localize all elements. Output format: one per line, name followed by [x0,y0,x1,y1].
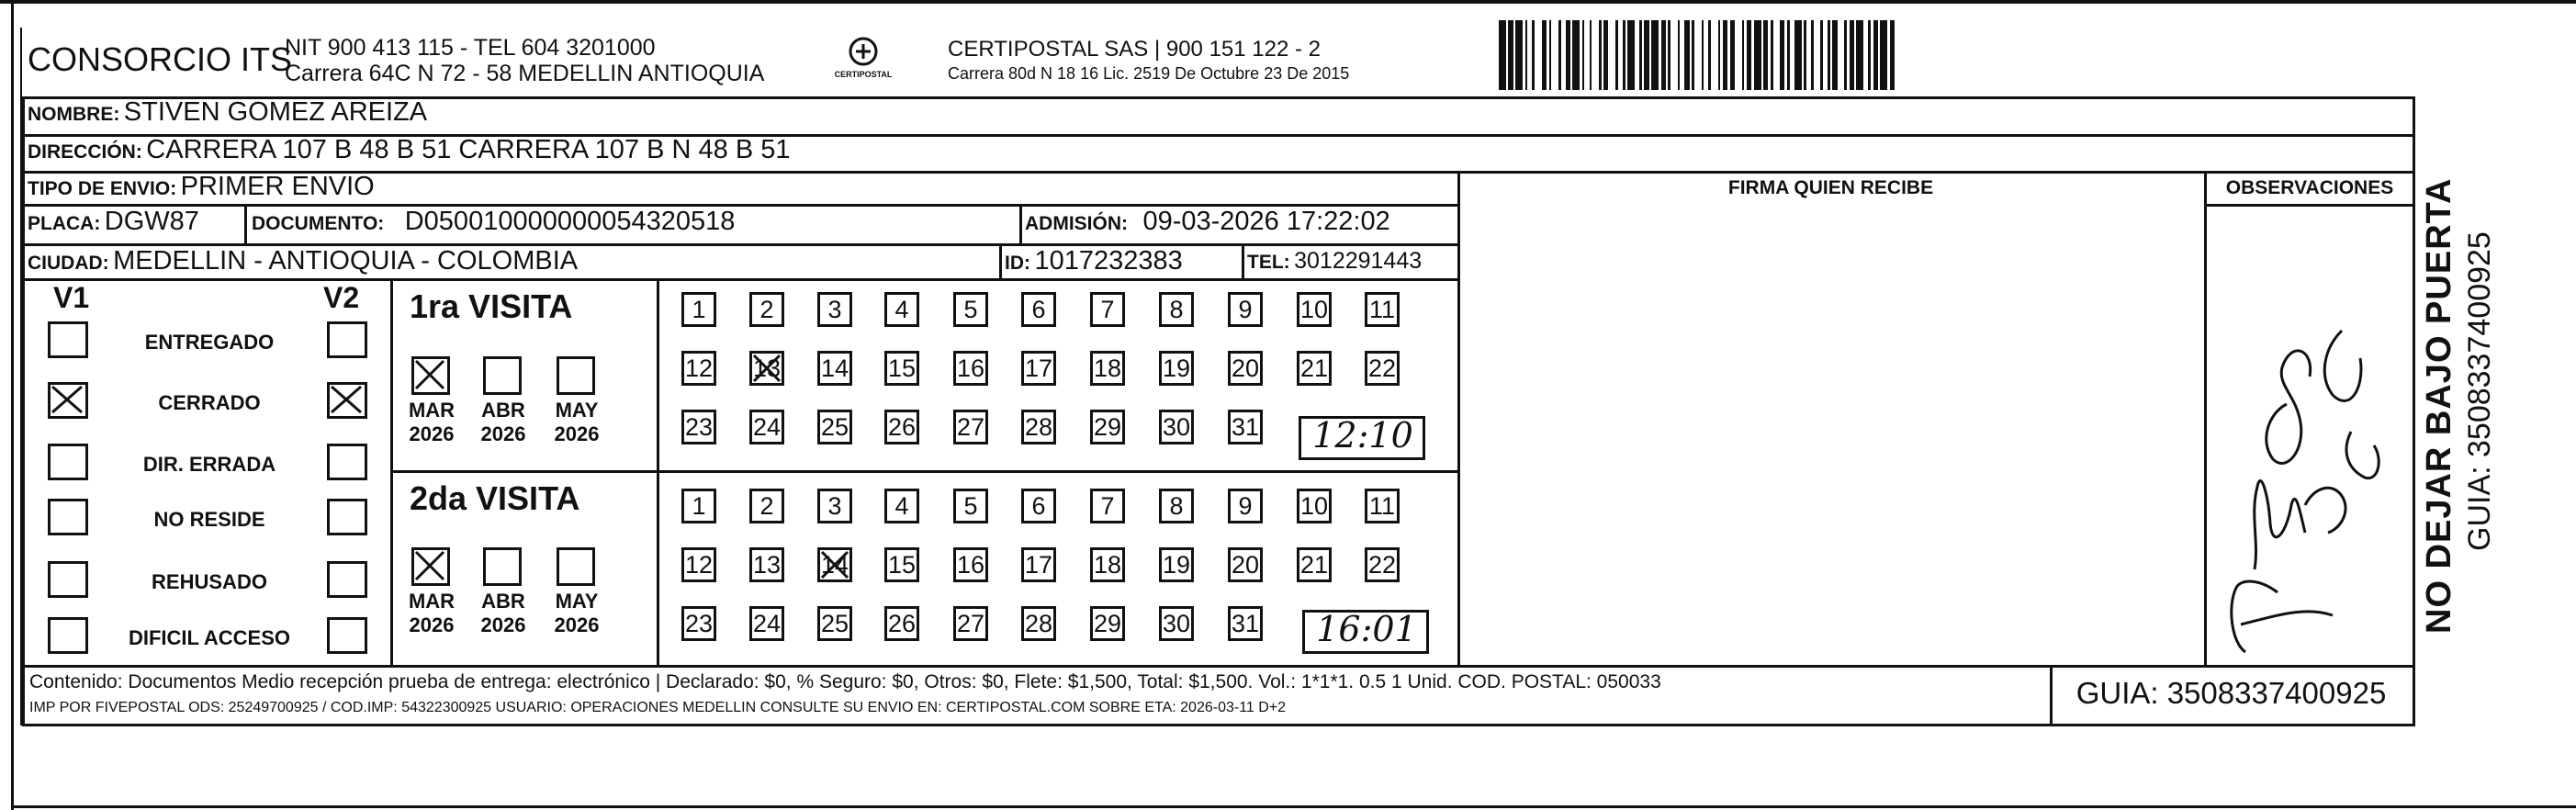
barcode-bar [1572,20,1580,90]
barcode-bar [1694,20,1702,90]
barcode-bar [1592,20,1599,90]
placa-value: DGW87 [104,207,199,236]
day-checkbox[interactable]: 24 [749,410,784,444]
direccion-value: CARRERA 107 B 48 B 51 CARRERA 107 B N 48 B 51 [146,135,791,164]
month-checkbox[interactable] [557,547,595,586]
v2-checkbox[interactable] [327,321,367,358]
day-checkbox[interactable]: 8 [1159,489,1194,523]
documento-cell [252,207,735,237]
month-checkbox[interactable] [411,356,450,395]
day-checkbox[interactable]: 24 [749,606,784,641]
firma-left [1457,171,1460,667]
day-checkbox[interactable]: 5 [953,489,988,523]
day-checkbox[interactable]: 31 [1228,606,1263,641]
day-checkbox[interactable]: 17 [1021,351,1056,386]
day-checkbox[interactable]: 2 [749,489,784,523]
v1-checkbox[interactable] [48,382,88,419]
barcode-bar [1515,20,1523,90]
admision-value: 09-03-2026 17:22:02 [1142,207,1390,236]
v2-checkbox[interactable] [327,617,367,654]
barcode-bar [1651,20,1659,90]
day-checkbox[interactable]: 7 [1090,489,1125,523]
day-checkbox[interactable]: 11 [1365,292,1400,327]
v2-checkbox[interactable] [327,444,367,480]
documento-value: D050010000000054320518 [404,207,736,236]
barcode-bar [1711,20,1718,90]
barcode [1499,20,2224,90]
day-checkbox[interactable]: 16 [953,547,988,582]
day-checkbox[interactable]: 30 [1159,606,1194,641]
day-checkbox[interactable]: 22 [1365,351,1400,386]
day-checkbox[interactable]: 18 [1090,547,1125,582]
cross-mark-icon [820,550,851,581]
status-label: DIR. ERRADA [142,453,276,476]
table-bottom [22,724,2415,726]
tipo-value: PRIMER ENVIO [180,172,375,201]
day-checkbox[interactable]: 19 [1159,547,1194,582]
direccion-label: DIRECCIÓN: [28,141,142,163]
placa-label: PLACA: [28,213,101,234]
side-guia: GUIA: 3508337400925 [2462,231,2497,551]
first-visit-title: 1ra VISITA [410,287,573,325]
tipo-label: TIPO DE ENVIO: [28,178,177,199]
second-visit-title: 2da VISITA [410,479,580,517]
day-checkbox[interactable]: 23 [681,606,716,641]
footer-line1: Contenido: Documentos Medio recepción prueba de entrega: electrónico | Declarado: $0, % Seguro: $0, Otros: $0, Flete: $1,500, Total: $1,500. Vol.: 1*1*1. 0.5 1 Unid. COD. POSTAL: 050033 [29,671,1661,692]
certipostal-line2: Carrera 80d N 18 16 Lic. 2519 De Octubre 23 De 2015 [948,64,1350,83]
id-value: 1017232383 [1034,246,1183,276]
day-checkbox[interactable]: 17 [1021,547,1056,582]
month-label: ABR [481,399,525,422]
firma-label: FIRMA QUIEN RECIBE [1727,177,1934,198]
day-checkbox[interactable]: 29 [1090,410,1125,444]
barcode-bar [1856,20,1863,90]
day-checkbox[interactable]: 31 [1228,410,1263,444]
v1-checkbox[interactable] [48,321,88,358]
barcode-bar [1608,20,1615,90]
year-label: 2026 [480,422,526,445]
row2-bottom [22,171,2415,174]
first-visit-time: 12:10 [1312,415,1413,456]
day-checkbox[interactable]: 1 [681,489,716,523]
company-nit-tel: NIT 900 413 115 - TEL 604 3201000 [285,35,656,61]
day-checkbox[interactable]: 25 [817,606,852,641]
day-checkbox[interactable]: 9 [1228,292,1263,327]
day-checkbox[interactable]: 6 [1021,489,1056,523]
tipo-row [28,172,375,202]
day-checkbox[interactable]: 2 [749,292,784,327]
tel-divider [1242,243,1244,278]
month-label: MAY [555,590,599,613]
day-checkbox[interactable]: 12 [681,547,716,582]
placa-cell [28,207,199,237]
id-divider [999,243,1002,278]
id-label: ID: [1005,253,1030,274]
row5-bottom [22,278,1459,281]
day-checkbox[interactable]: 11 [1365,489,1400,523]
day-checkbox[interactable]: 25 [817,410,852,444]
barcode-bar [1551,20,1558,90]
month-checkbox[interactable] [557,356,595,395]
day-checkbox[interactable]: 21 [1297,351,1332,386]
day-checkbox[interactable]: 3 [817,292,852,327]
table-left [22,96,25,726]
day-checkbox[interactable]: 10 [1297,489,1332,523]
ciudad-cell [28,246,578,276]
v2-header: V2 [323,281,360,314]
day-checkbox[interactable]: 15 [884,351,919,386]
status-label: NO RESIDE [153,508,265,531]
v2-checkbox[interactable] [327,561,367,598]
v1-checkbox[interactable] [48,499,88,535]
day-checkbox[interactable]: 10 [1297,292,1332,327]
day-checkbox[interactable]: 20 [1228,547,1263,582]
day-checkbox[interactable]: 13 [749,351,784,386]
month-label: MAY [555,399,599,422]
nombre-row [28,97,427,128]
day-checkbox[interactable]: 21 [1297,547,1332,582]
day-checkbox[interactable]: 14 [817,547,852,582]
month-label: MAR [408,590,456,613]
day-checkbox[interactable]: 23 [681,410,716,444]
month-checkbox[interactable] [411,547,450,586]
tel-label: TEL: [1247,252,1290,273]
cross-mark-icon [51,385,85,416]
admision-label: ADMISIÓN: [1025,213,1128,234]
year-label: 2026 [409,422,455,445]
day-checkbox[interactable]: 28 [1021,410,1056,444]
cross-mark-icon [330,385,365,416]
day-checkbox[interactable]: 27 [953,410,988,444]
barcode-bar [1773,20,1781,90]
barcode-bar [1880,20,1887,90]
day-checkbox[interactable]: 14 [817,351,852,386]
handwritten-signature [2204,276,2415,680]
barcode-bar [1838,20,1845,90]
cross-mark-icon [414,550,447,583]
status-label: REHUSADO [152,570,267,593]
bottom-border [11,805,2576,808]
observaciones-label: OBSERVACIONES [2225,177,2394,198]
year-label: 2026 [409,613,455,636]
year-label: 2026 [554,613,600,636]
day-checkbox[interactable]: 29 [1090,606,1125,641]
day-checkbox[interactable]: 26 [884,606,919,641]
day-checkbox[interactable]: 1 [681,292,716,327]
day-checkbox[interactable]: 26 [884,410,919,444]
v2-checkbox[interactable] [327,499,367,535]
day-checkbox[interactable]: 20 [1228,351,1263,386]
admision-cell [1025,207,1390,237]
barcode-bar [1895,20,1897,90]
certipostal-logo-icon [831,33,895,88]
month-label: ABR [481,590,525,613]
footer-guia: GUIA: 3508337400925 [2075,676,2387,710]
barcode-bar [1535,20,1542,90]
day-checkbox[interactable]: 18 [1090,351,1125,386]
day-checkbox[interactable]: 16 [953,351,988,386]
v1-checkbox[interactable] [48,444,88,480]
visits-divider [390,470,1457,473]
day-checkbox[interactable]: 5 [953,292,988,327]
cross-mark-icon [414,359,447,392]
month-checkbox[interactable] [483,547,522,586]
certipostal-logo-text: CERTIPOSTAL [834,70,893,79]
barcode-bar [1814,20,1821,90]
barcode-bar [1499,20,1506,90]
year-label: 2026 [554,422,600,445]
barcode-bar [1754,20,1761,90]
barcode-bar [1627,20,1635,90]
day-checkbox[interactable]: 28 [1021,606,1056,641]
v1-checkbox[interactable] [48,561,88,598]
placa-divider [244,204,247,243]
ciudad-label: CIUDAD: [28,253,109,274]
v1-checkbox[interactable] [48,617,88,654]
day-checkbox[interactable]: 13 [749,547,784,582]
barcode-bar [1794,20,1802,90]
company-address: Carrera 64C N 72 - 58 MEDELLIN ANTIOQUIA [285,61,765,86]
day-checkbox[interactable]: 4 [884,489,919,523]
admision-divider [1019,204,1022,243]
nombre-value: STIVEN GOMEZ AREIZA [123,97,428,127]
no-dejar-bajo-puerta: NO DEJAR BAJO PUERTA [2420,177,2458,634]
second-visit-time: 16:01 [1316,609,1417,649]
company-name: CONSORCIO ITS [28,40,293,78]
v2-checkbox[interactable] [327,382,367,419]
left-border [11,0,14,810]
status-label: DIFICIL ACCESO [128,626,290,649]
month-checkbox[interactable] [483,356,522,395]
day-checkbox[interactable]: 4 [884,292,919,327]
day-checkbox[interactable]: 6 [1021,292,1056,327]
day-checkbox[interactable]: 30 [1159,410,1194,444]
day-checkbox[interactable]: 15 [884,547,919,582]
ciudad-value: MEDELLIN - ANTIOQUIA - COLOMBIA [113,246,579,276]
documento-label: DOCUMENTO: [252,213,385,234]
cross-mark-icon [752,354,783,385]
barcode-bar [1670,20,1678,90]
day-checkbox[interactable]: 22 [1365,547,1400,582]
month-label: MAR [408,399,456,422]
direccion-row [28,135,791,165]
certipostal-line1: CERTIPOSTAL SAS | 900 151 122 - 2 [948,37,1321,62]
day-checkbox[interactable]: 19 [1159,351,1194,386]
day-checkbox[interactable]: 27 [953,606,988,641]
day-checkbox[interactable]: 7 [1090,292,1125,327]
status-label: ENTREGADO [144,331,275,354]
row3-right-bottom [2204,204,2415,207]
day-checkbox[interactable]: 8 [1159,292,1194,327]
footer-top [22,665,2415,668]
tel-cell [1247,248,1422,275]
tel-value: 3012291443 [1294,248,1423,274]
year-label: 2026 [480,613,526,636]
day-checkbox[interactable]: 9 [1228,489,1263,523]
v1-header: V1 [53,281,90,314]
id-cell [1005,246,1183,276]
status-label: CERRADO [158,391,261,414]
day-checkbox[interactable]: 12 [681,351,716,386]
top-border [0,0,2576,4]
nombre-label: NOMBRE: [28,104,120,125]
day-checkbox[interactable]: 3 [817,489,852,523]
barcode-bar [1735,20,1742,90]
footer-line2: IMP POR FIVEPOSTAL ODS: 25249700925 / COD.IMP: 54322300925 USUARIO: OPERACIONES MEDELLIN CONSULTE SU ENVIO EN: CERTIPOSTAL.COM SOBRE ETA: 2026-03-11 D+2 [29,700,1287,715]
